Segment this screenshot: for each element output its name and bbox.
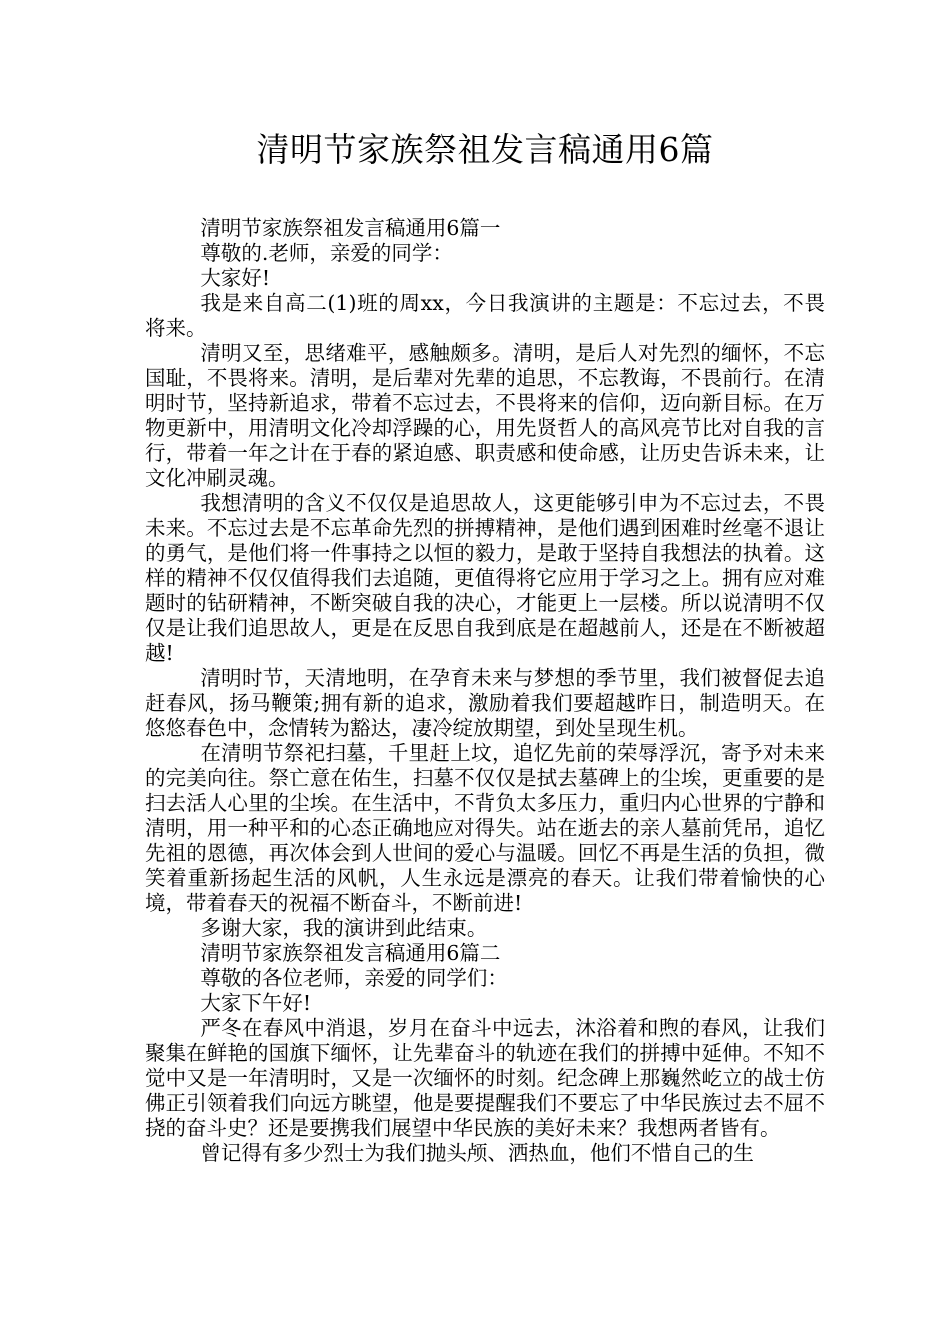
salutation-2: 尊敬的各位老师，亲爱的同学们： <box>200 966 508 990</box>
greeting-2: 大家下午好! <box>200 991 312 1015</box>
document-title: 清明节家族祭祖发言稿通用6篇 <box>256 130 714 169</box>
closing-1: 多谢大家，我的演讲到此结束。 <box>200 916 488 940</box>
paragraph: 严冬在春风中消退，岁月在奋斗中远去，沐浴着和煦的春风，让我们聚集在鲜艳的国旗下缅怀，让先辈奋斗的轨迹在我们的拼搏中延伸。不知不觉中又是一年清明时，又是一次缅怀的时刻。纪念碑上那巍然屹立的战士仿佛正引领着我们向远方眺望，他是要提醒我们不要忘了中华民族过去不屈不挠的奋斗史？还是要携我们展望中华民族的美好未来？我想两者皆有。 <box>145 1016 825 1140</box>
paragraph: 清明又至，思绪难平，感触颇多。清明，是后人对先烈的缅怀，不忘国耻，不畏将来。清明，是后辈对先辈的追思，不忘教诲，不畏前行。在清明时节，坚持新追求，带着不忘过去，不畏将来的信仰，迈向新目标。在万物更新中，用清明文化冷却浮躁的心，用先贤哲人的高风亮节比对自我的言行，带着一年之计在于春的紧迫感、职责感和使命感，让历史告诉未来，让文化冲刷灵魂。 <box>145 341 825 490</box>
paragraph: 我是来自高二(1)班的周xx，今日我演讲的主题是：不忘过去，不畏将来。 <box>145 291 825 340</box>
salutation-1: 尊敬的.老师，亲爱的同学： <box>200 241 453 265</box>
section-heading-1: 清明节家族祭祖发言稿通用6篇一 <box>200 216 501 240</box>
greeting-1: 大家好! <box>200 266 271 290</box>
paragraph: 我想清明的含义不仅仅是追思故人，这更能够引申为不忘过去，不畏未来。不忘过去是不忘革命先烈的拼搏精神，是他们遇到困难时丝毫不退让的勇气，是他们将一件事持之以恒的毅力，是敢于坚持自我想法的执着。这样的精神不仅仅值得我们去追随，更值得将它应用于学习之上。拥有应对难题时的钻研精神，不断突破自我的决心，才能更上一层楼。所以说清明不仅仅是让我们追思故人，更是在反思自我到底是在超越前人，还是在不断被超越! <box>145 491 825 665</box>
paragraph: 清明时节，天清地明，在孕育未来与梦想的季节里，我们被督促去追赶春风，扬马鞭策;拥有新的追求，激励着我们要超越昨日，制造明天。在悠悠春色中，念情转为豁达，凄冷绽放期望，到处呈现生机。 <box>145 666 825 740</box>
section-heading-2: 清明节家族祭祖发言稿通用6篇二 <box>200 941 501 965</box>
paragraph: 曾记得有多少烈士为我们抛头颅、洒热血，他们不惜自己的生 <box>200 1141 754 1165</box>
paragraph: 在清明节祭祀扫墓，千里赶上坟，追忆先前的荣辱浮沉，寄予对未来的完美向往。祭亡意在佑生，扫墓不仅仅是拭去墓碑上的尘埃，更重要的是扫去活人心里的尘埃。在生活中，不背负太多压力，重归内心世界的宁静和清明，用一种平和的心态正确地应对得失。站在逝去的亲人墓前凭吊，追忆先祖的恩德，再次体会到人世间的爱心与温暖。回忆不再是生活的负担，微笑着重新扬起生活的风帆，人生永远是漂亮的春天。让我们带着愉快的心境，带着春天的祝福不断奋斗，不断前进! <box>145 741 825 915</box>
document-page <box>145 128 825 1166</box>
